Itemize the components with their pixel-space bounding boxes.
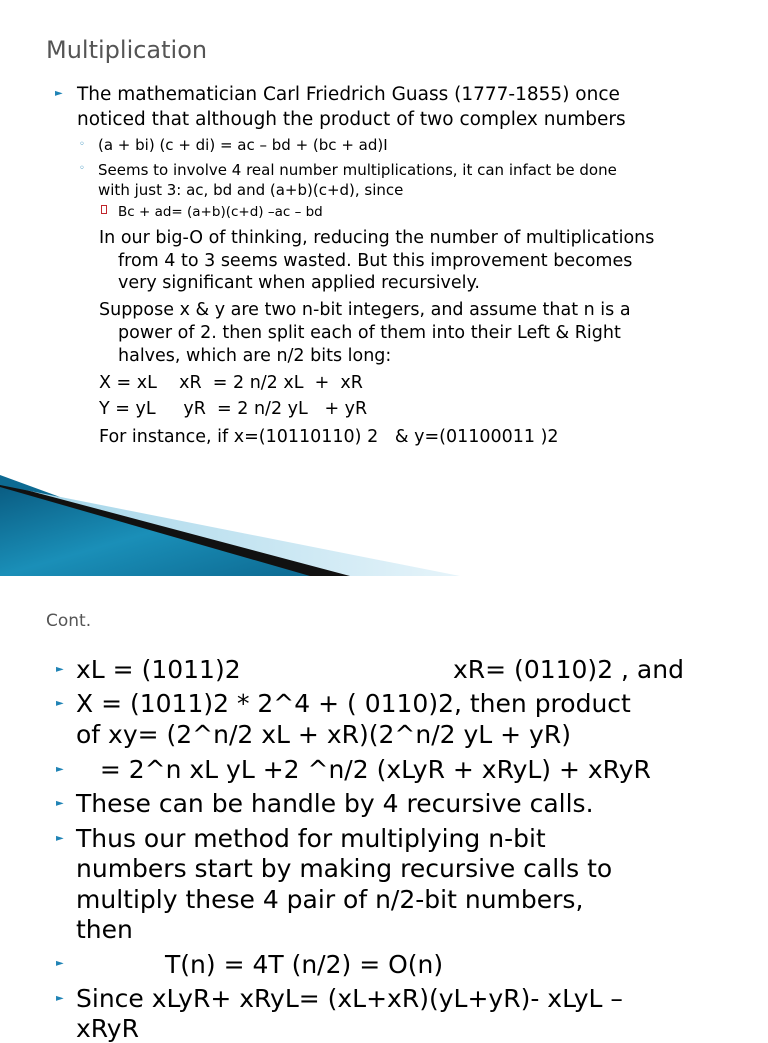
decorative-swoosh xyxy=(0,475,460,576)
bullet-text: Since xLyR+ xRyL= (xL+xR)(yL+yR)- xLyL – xyxy=(76,984,623,1013)
bullet-text: = 2^n xL yL +2 ^n/2 (xLyR + xRyL) + xRyR xyxy=(76,755,651,784)
triangle-bullet-icon: ► xyxy=(55,88,63,99)
bullet-text: xRyR xyxy=(76,1014,139,1043)
sub-bullet-text: Seems to involve 4 real number multiplications, it can infact be done xyxy=(98,161,617,179)
sub-bullet-text: (a + bi) (c + di) = ac – bd + (bc + ad)I xyxy=(98,136,388,154)
bullet-text: numbers start by making recursive calls to xyxy=(76,854,613,883)
paragraph-text: Suppose x & y are two n-bit integers, and assume that n is a xyxy=(99,300,631,320)
square-bullet-icon xyxy=(101,205,107,214)
slide-2 xyxy=(0,576,768,1043)
slide-title: Multiplication xyxy=(46,36,208,64)
equation-text: X = xL xR = 2 n/2 xL + xR xyxy=(99,373,363,393)
bullet-text: noticed that although the product of two complex numbers xyxy=(77,109,626,130)
triangle-bullet-icon: ► xyxy=(56,764,64,775)
paragraph-text: from 4 to 3 seems wasted. But this improvement becomes xyxy=(118,251,633,271)
triangle-bullet-icon: ► xyxy=(56,798,64,809)
paragraph-text: very significant when applied recursively. xyxy=(118,273,480,293)
circle-bullet-icon: ◦ xyxy=(79,163,85,174)
sub-sub-bullet-text: Bc + ad= (a+b)(c+d) –ac – bd xyxy=(118,204,323,220)
bullet-text: T(n) = 4T (n/2) = O(n) xyxy=(165,950,444,979)
sub-bullet-text: with just 3: ac, bd and (a+b)(c+d), since xyxy=(98,181,404,199)
bullet-text: The mathematician Carl Friedrich Guass (1777-1855) once xyxy=(77,84,620,105)
equation-text: For instance, if x=(10110110) 2 & y=(01100011 )2 xyxy=(99,427,559,447)
paragraph-text: power of 2. then split each of them into their Left & Right xyxy=(118,323,621,343)
triangle-bullet-icon: ► xyxy=(56,698,64,709)
triangle-bullet-icon: ► xyxy=(56,833,64,844)
triangle-bullet-icon: ► xyxy=(56,958,64,969)
bullet-text: of xy= (2^n/2 xL + xR)(2^n/2 yL + yR) xyxy=(76,720,571,749)
circle-bullet-icon: ◦ xyxy=(79,139,85,150)
triangle-bullet-icon: ► xyxy=(56,664,64,675)
paragraph-text: halves, which are n/2 bits long: xyxy=(118,346,392,366)
triangle-bullet-icon: ► xyxy=(56,993,64,1004)
bullet-text: xR= (0110)2 , and xyxy=(453,655,684,684)
equation-text: Y = yL yR = 2 n/2 yL + yR xyxy=(99,399,368,419)
bullet-text: multiply these 4 pair of n/2-bit numbers, xyxy=(76,885,584,914)
bullet-text: Thus our method for multiplying n-bit xyxy=(76,824,546,853)
slide-title: Cont. xyxy=(46,611,92,631)
paragraph-text: In our big-O of thinking, reducing the number of multiplications xyxy=(99,228,655,248)
bullet-text: X = (1011)2 * 2^4 + ( 0110)2, then product xyxy=(76,689,631,718)
bullet-text: then xyxy=(76,915,133,944)
bullet-text: xL = (1011)2 xyxy=(76,655,241,684)
bullet-text: These can be handle by 4 recursive calls. xyxy=(76,789,594,818)
